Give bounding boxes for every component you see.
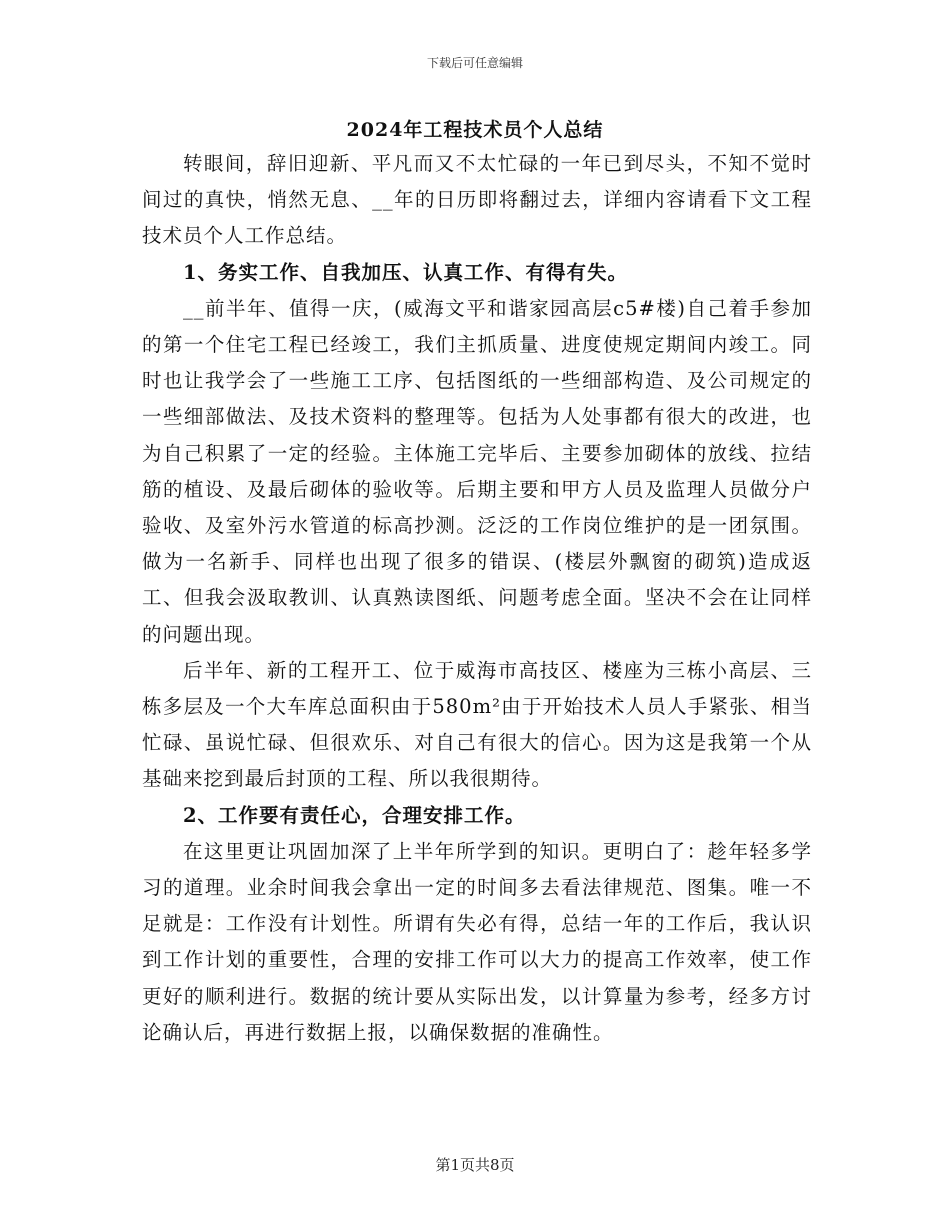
page-number: 第1页共8页 (435, 1156, 515, 1174)
document-body (142, 146, 812, 1051)
paragraph-first-half: __前半年、值得一庆，(威海文平和谐家园高层c5#楼)自己着手参加的第一个住宅工程已经竣工，我们主抓质量、进度使规定期间内竣工。同时也让我学会了一些施工工序、包括图纸的一些细部构造、及公司规定的一些细部做法、及技术资料的整理等。包括为人处事都有很大的改进，也为自己积累了一定的经验。主体施工完毕后、主要参加砌体的放线、拉结筋的植设、及最后砌体的验收等。后期主要和甲方人员及监理人员做分户验收、及室外污水管道的标高抄测。泛泛的工作岗位维护的是一团氛围。做为一名新手、同样也出现了很多的错误、(楼层外飘窗的砌筑)造成返工、但我会汲取教训、认真熟读图纸、问题考虑全面。坚决不会在让同样的问题出现。 (142, 296, 812, 646)
document-title: 2024年工程技术员个人总结 (346, 119, 604, 141)
paragraph-reflection: 在这里更让巩固加深了上半年所学到的知识。更明白了：趁年轻多学习的道理。业余时间我会拿出一定的时间多去看法律规范、图集。唯一不足就是：工作没有计划性。所谓有失必有得，总结一年的工作后，我认识到工作计划的重要性，合理的安排工作可以大力的提高工作效率，使工作更好的顺利进行。数据的统计要从实际出发，以计算量为参考，经多方讨论确认后，再进行数据上报，以确保数据的准确性。 (142, 839, 812, 1044)
paragraph-second-half: 后半年、新的工程开工、位于威海市高技区、楼座为三栋小高层、三栋多层及一个大车库总面积由于580m²由于开始技术人员人手紧张、相当忙碌、虽说忙碌、但很欢乐、对自己有很大的信心。因为这是我第一个从基础来挖到最后封顶的工程、所以我很期待。 (142, 658, 812, 791)
section-heading-1: 1、务实工作、自我加压、认真工作、有得有失。 (182, 260, 629, 284)
section-heading-2: 2、工作要有责任心，合理安排工作。 (182, 803, 526, 827)
header-note: 下载后可任意编辑 (426, 56, 523, 70)
paragraph-intro: 转眼间，辞旧迎新、平凡而又不太忙碌的一年已到尽头，不知不觉时间过的真快，悄然无息、__年的日历即将翻过去，详细内容请看下文工程技术员个人工作总结。 (142, 152, 812, 248)
